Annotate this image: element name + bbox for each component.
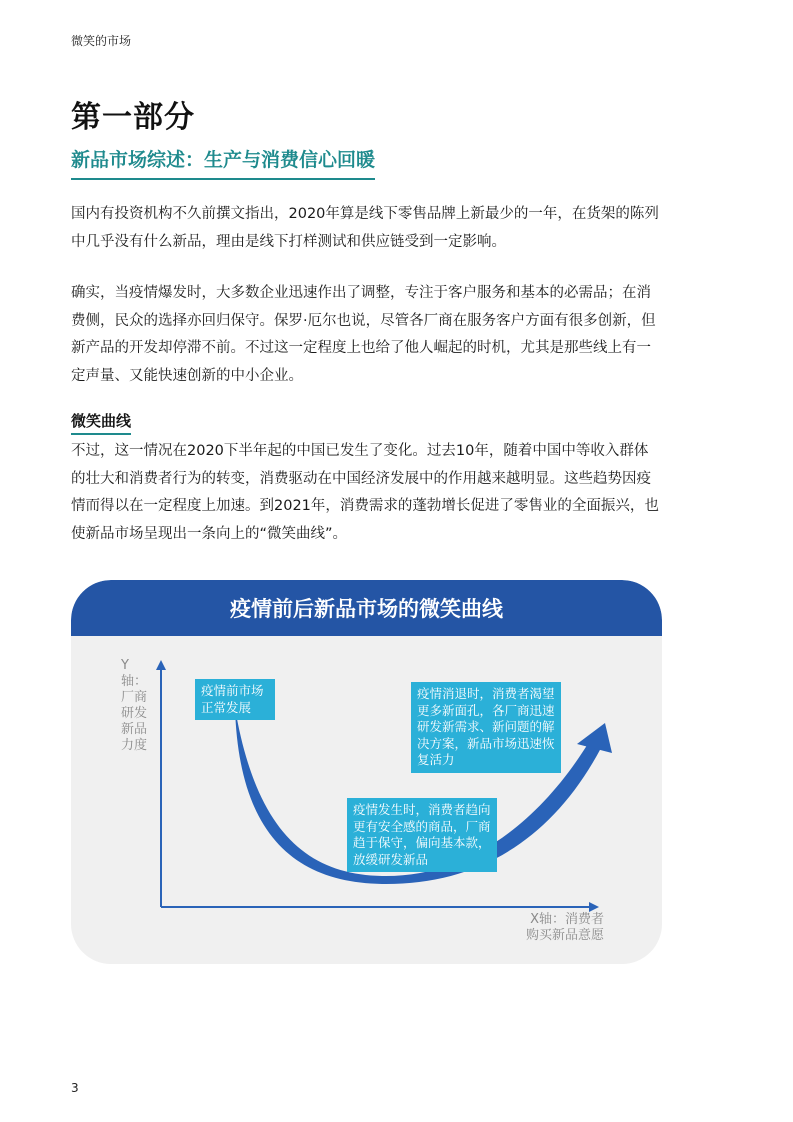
smile-curve-figure [71,580,662,964]
paragraph-2: 确实，当疫情爆发时，大多数企业迅速作出了调整，专注于客户服务和基本的必需品；在消费侧，民众的选择亦回归保守。保罗·厄尔也说，尽管各厂商在服务客户方面有很多创新，但新产品的开发却停滞不前。不过这一定程度上也给了他人崛起的时机，尤其是那些线上有一定声量、又能快速创新的中小企业。 [71,285,656,384]
section-subtitle: 新品市场综述：生产与消费信心回暖 [71,145,375,180]
subsection-title: 微笑曲线 [71,410,131,435]
smile-curve-arrowhead [577,723,612,753]
x-axis-label: X轴：消费者购买新品意愿 [525,912,604,943]
callout-before-pandemic: 疫情前市场正常发展 [195,679,275,720]
section-title: 第一部分 [71,100,195,135]
paragraph-3: 不过，这一情况在2020下半年起的中国已发生了变化。过去10年，随着中国中等收入群体的壮大和消费者行为的转变，消费驱动在中国经济发展中的作用越来越明显。这些趋势因疫情而得以在一定程度上加速。到2021年，消费需求的蓬勃增长促进了零售业的全面振兴，也使新品市场呈现出一条向上的“微笑曲线”。 [71,443,659,542]
figure-graphic [71,580,662,964]
page-number: 3 [71,1081,79,1095]
callout-during-pandemic: 疫情发生时，消费者趋向更有安全感的商品，厂商趋于保守，偏向基本款，放缓研发新品 [347,798,497,872]
running-header: 微笑的市场 [71,34,132,48]
callout-after-pandemic: 疫情消退时，消费者渴望更多新面孔，各厂商迅速研发新需求、新问题的解决方案，新品市场迅速恢复活力 [411,682,561,773]
y-axis-label: Y轴：厂商研发新品力度 [121,658,148,753]
figure-title: 疫情前后新品市场的微笑曲线 [71,580,662,636]
x-axis-arrowhead [589,902,599,912]
y-axis-arrowhead [156,660,166,670]
paragraph-1: 国内有投资机构不久前撰文指出，2020年算是线下零售品牌上新最少的一年，在货架的陈列中几乎没有什么新品，理由是线下打样测试和供应链受到一定影响。 [71,206,659,250]
